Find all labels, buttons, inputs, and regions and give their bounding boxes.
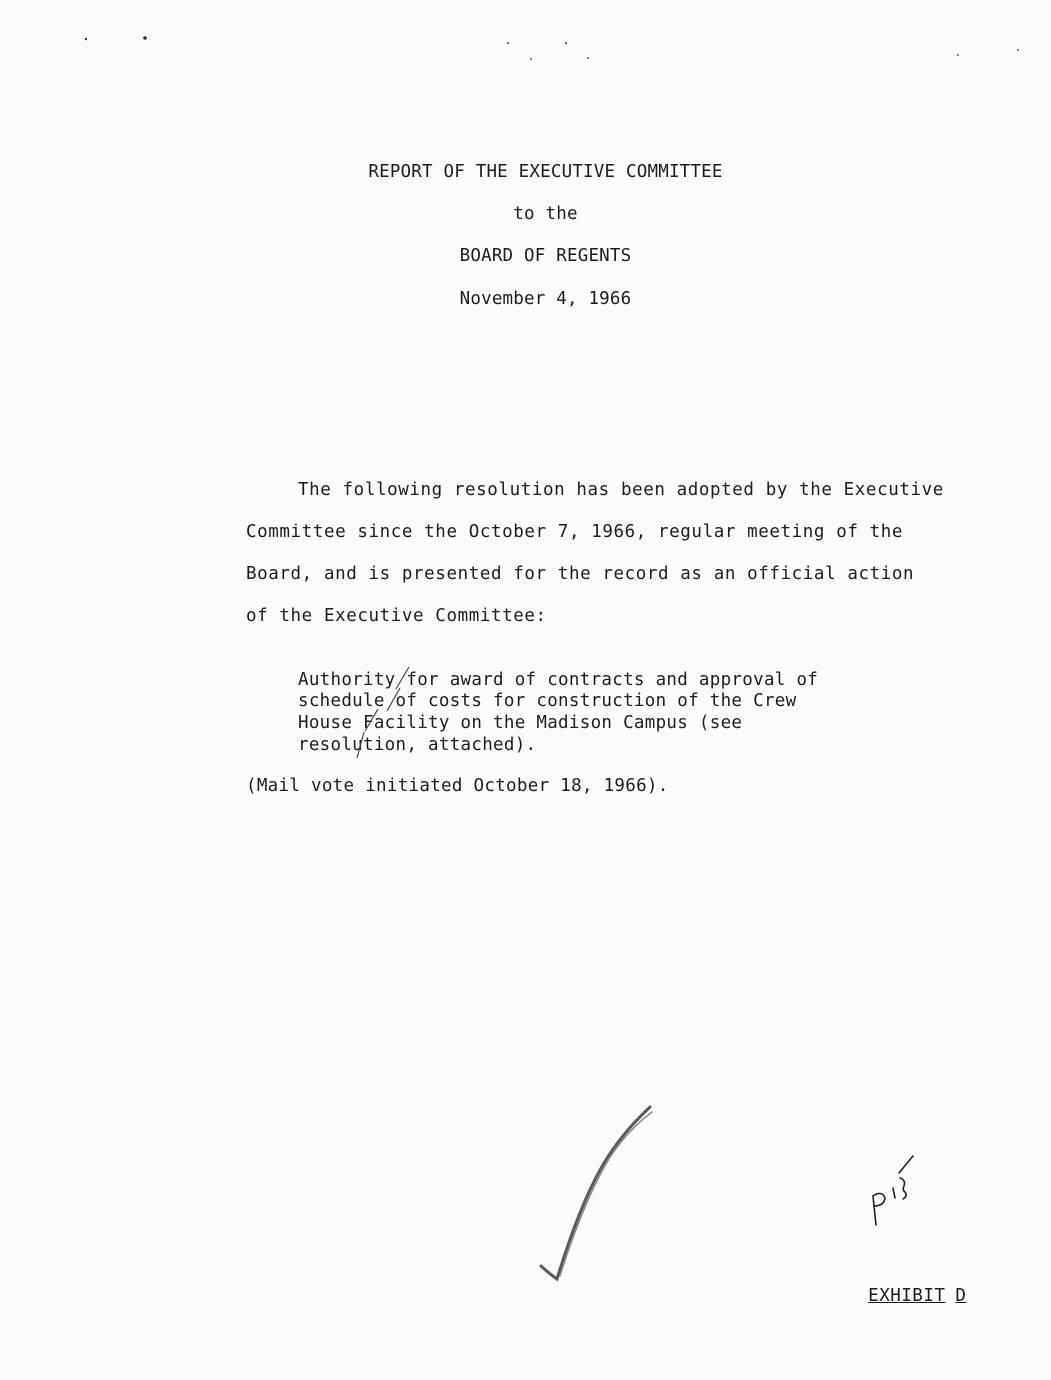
check-mark-shade — [560, 1112, 652, 1276]
body-paragraph-line-3: Board, and is presented for the record as an official action — [246, 564, 915, 584]
exhibit-letter: D — [955, 1286, 967, 1306]
resolution-line-3: House Facility on the Madison Campus (see — [298, 713, 743, 733]
scan-specks — [85, 36, 1019, 60]
resolution-line-1: Authority for award of contracts and approval of — [298, 670, 819, 690]
report-title-to-the: to the — [513, 204, 578, 224]
report-title-board: BOARD OF REGENTS — [459, 246, 632, 266]
report-title: REPORT OF THE EXECUTIVE COMMITTEE — [368, 162, 723, 182]
resolution-line-4: resolution, attached). — [298, 735, 537, 755]
body-paragraph-line-2: Committee since the October 7, 1966, regular meeting of the — [246, 522, 904, 542]
handwritten-page-note — [873, 1156, 913, 1225]
resolution-line-2: schedule of costs for construction of the Crew — [298, 691, 797, 711]
check-mark — [541, 1107, 650, 1279]
exhibit-label — [824, 1266, 966, 1326]
exhibit-word: EXHIBIT — [868, 1286, 946, 1306]
report-date: November 4, 1966 — [459, 289, 632, 309]
body-paragraph-line-1: The following resolution has been adopted by the Executive — [298, 480, 944, 500]
mail-vote-note: (Mail vote initiated October 18, 1966). — [246, 776, 669, 796]
body-paragraph-line-4: of the Executive Committee: — [246, 606, 547, 626]
